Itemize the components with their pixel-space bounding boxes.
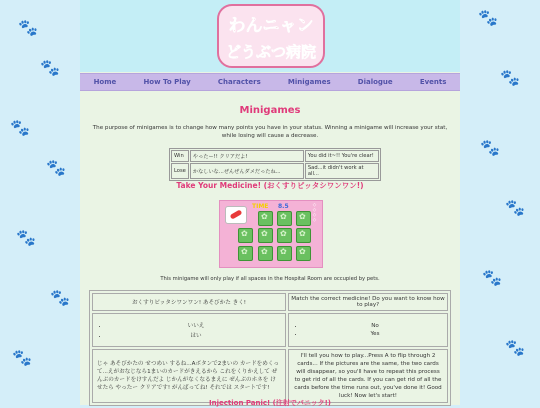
card — [277, 228, 292, 243]
result-table — [169, 148, 381, 181]
table-row — [171, 150, 379, 162]
time-value: 8.5 — [278, 203, 289, 210]
table-row — [92, 293, 448, 311]
site-logo — [216, 3, 326, 69]
nav-characters[interactable]: Characters — [217, 78, 261, 86]
result-en: Sad...it didn't work at all... — [305, 163, 379, 179]
paw-icon: 🐾 — [482, 268, 502, 287]
card — [296, 211, 311, 226]
options-en — [288, 313, 448, 347]
paw-icon: 🐾 — [40, 58, 60, 77]
dialogue-table — [89, 290, 451, 406]
nav-minigames[interactable]: Minigames — [287, 78, 331, 86]
options-jp — [92, 313, 286, 347]
option-yes-en: • Yes — [304, 330, 446, 338]
paw-icon: 🐾 — [18, 18, 38, 37]
instructions-en: I'll tell you how to play...Press A to flip through 2 cards... If the pictures are the same, the two cards will disappear, so you'll have to repeat this process to get rid of all the cards. If you can get rid of all the cards before the time runs out, you've done it! Good luck! Now let's start! — [288, 349, 448, 403]
card — [238, 246, 253, 261]
medicine-icon — [225, 206, 247, 224]
svg-text:どうぶつ病院: どうぶつ病院 — [225, 43, 317, 61]
instructions-jp: じゃ あそびかたの せつめい するね...Aボタンで2まいの カードをめくって...えがおなじなら1まいのカードがきえるから これをくりかえして ぜんぶのカードをけすんだよ じかんがなくなるまえに ぜんぶのホネを けせたら やったー クリアです! がんばってね! それでは スタートです! — [92, 349, 286, 403]
option-no-en: • No — [304, 322, 446, 330]
next-minigame-title: Injection Panic! (注射でパニック!) — [209, 399, 331, 407]
intro-text: The purpose of minigames is to change how many points you have in your status. Winning a minigame will increase your stat, while losing will cause a decrease. — [92, 125, 448, 139]
paw-icon: 🐾 — [505, 198, 525, 217]
nav-home[interactable]: Home — [93, 78, 117, 86]
card — [258, 228, 273, 243]
table-row — [92, 349, 448, 403]
card — [296, 246, 311, 261]
paw-icon: 🐾 — [12, 348, 32, 367]
card — [277, 211, 292, 226]
paw-icon: 🐾 — [16, 228, 36, 247]
card — [296, 228, 311, 243]
card — [258, 246, 273, 261]
page-container — [80, 0, 460, 405]
main-nav — [80, 73, 460, 91]
result-label: Lose — [171, 163, 189, 179]
paw-icon: 🐾 — [500, 68, 520, 87]
minigame-note: This minigame will only play if all spaces in the Hospital Room are occupied by pets. — [160, 276, 380, 282]
nav-dialogue[interactable]: Dialogue — [357, 78, 393, 86]
paw-icon: 🐾 — [46, 158, 66, 177]
table-row — [92, 313, 448, 347]
page-title: Minigames — [239, 105, 301, 116]
option-yes-jp: • はい — [108, 330, 284, 340]
paw-icon: 🐾 — [50, 288, 70, 307]
nav-how-to-play[interactable]: How To Play — [143, 78, 191, 86]
nav-events[interactable]: Events — [419, 78, 447, 86]
header-banner — [80, 0, 460, 72]
question-en: Match the correct medicine! Do you want to know how to play? — [288, 293, 448, 311]
option-no-jp: • いいえ — [108, 320, 284, 330]
time-label: TIME — [252, 203, 269, 210]
svg-text:わんニャン: わんニャン — [228, 16, 314, 36]
result-label: Win — [171, 150, 189, 162]
minigame-title: Take Your Medicine! (おくすりピッタシワンワン!) — [176, 181, 364, 190]
table-row — [171, 163, 379, 179]
card — [277, 246, 292, 261]
result-jp: やったー!! クリアだよ! — [190, 150, 304, 162]
result-jp: かなしいな...ぜんぜんダメだったね... — [190, 163, 304, 179]
result-en: You did it~!! You're clear! — [305, 150, 379, 162]
question-jp: おくすりピッタシワンワン! あそびかた きく! — [92, 293, 286, 311]
bone-counter: ◇ ◇ ◇ ◇ — [312, 203, 317, 223]
paw-icon: 🐾 — [10, 118, 30, 137]
minigame-screenshot — [219, 200, 323, 268]
card — [238, 228, 253, 243]
paw-icon: 🐾 — [505, 338, 525, 357]
paw-icon: 🐾 — [478, 8, 498, 27]
paw-icon: 🐾 — [480, 138, 500, 157]
main-content — [80, 90, 460, 407]
card — [258, 211, 273, 226]
